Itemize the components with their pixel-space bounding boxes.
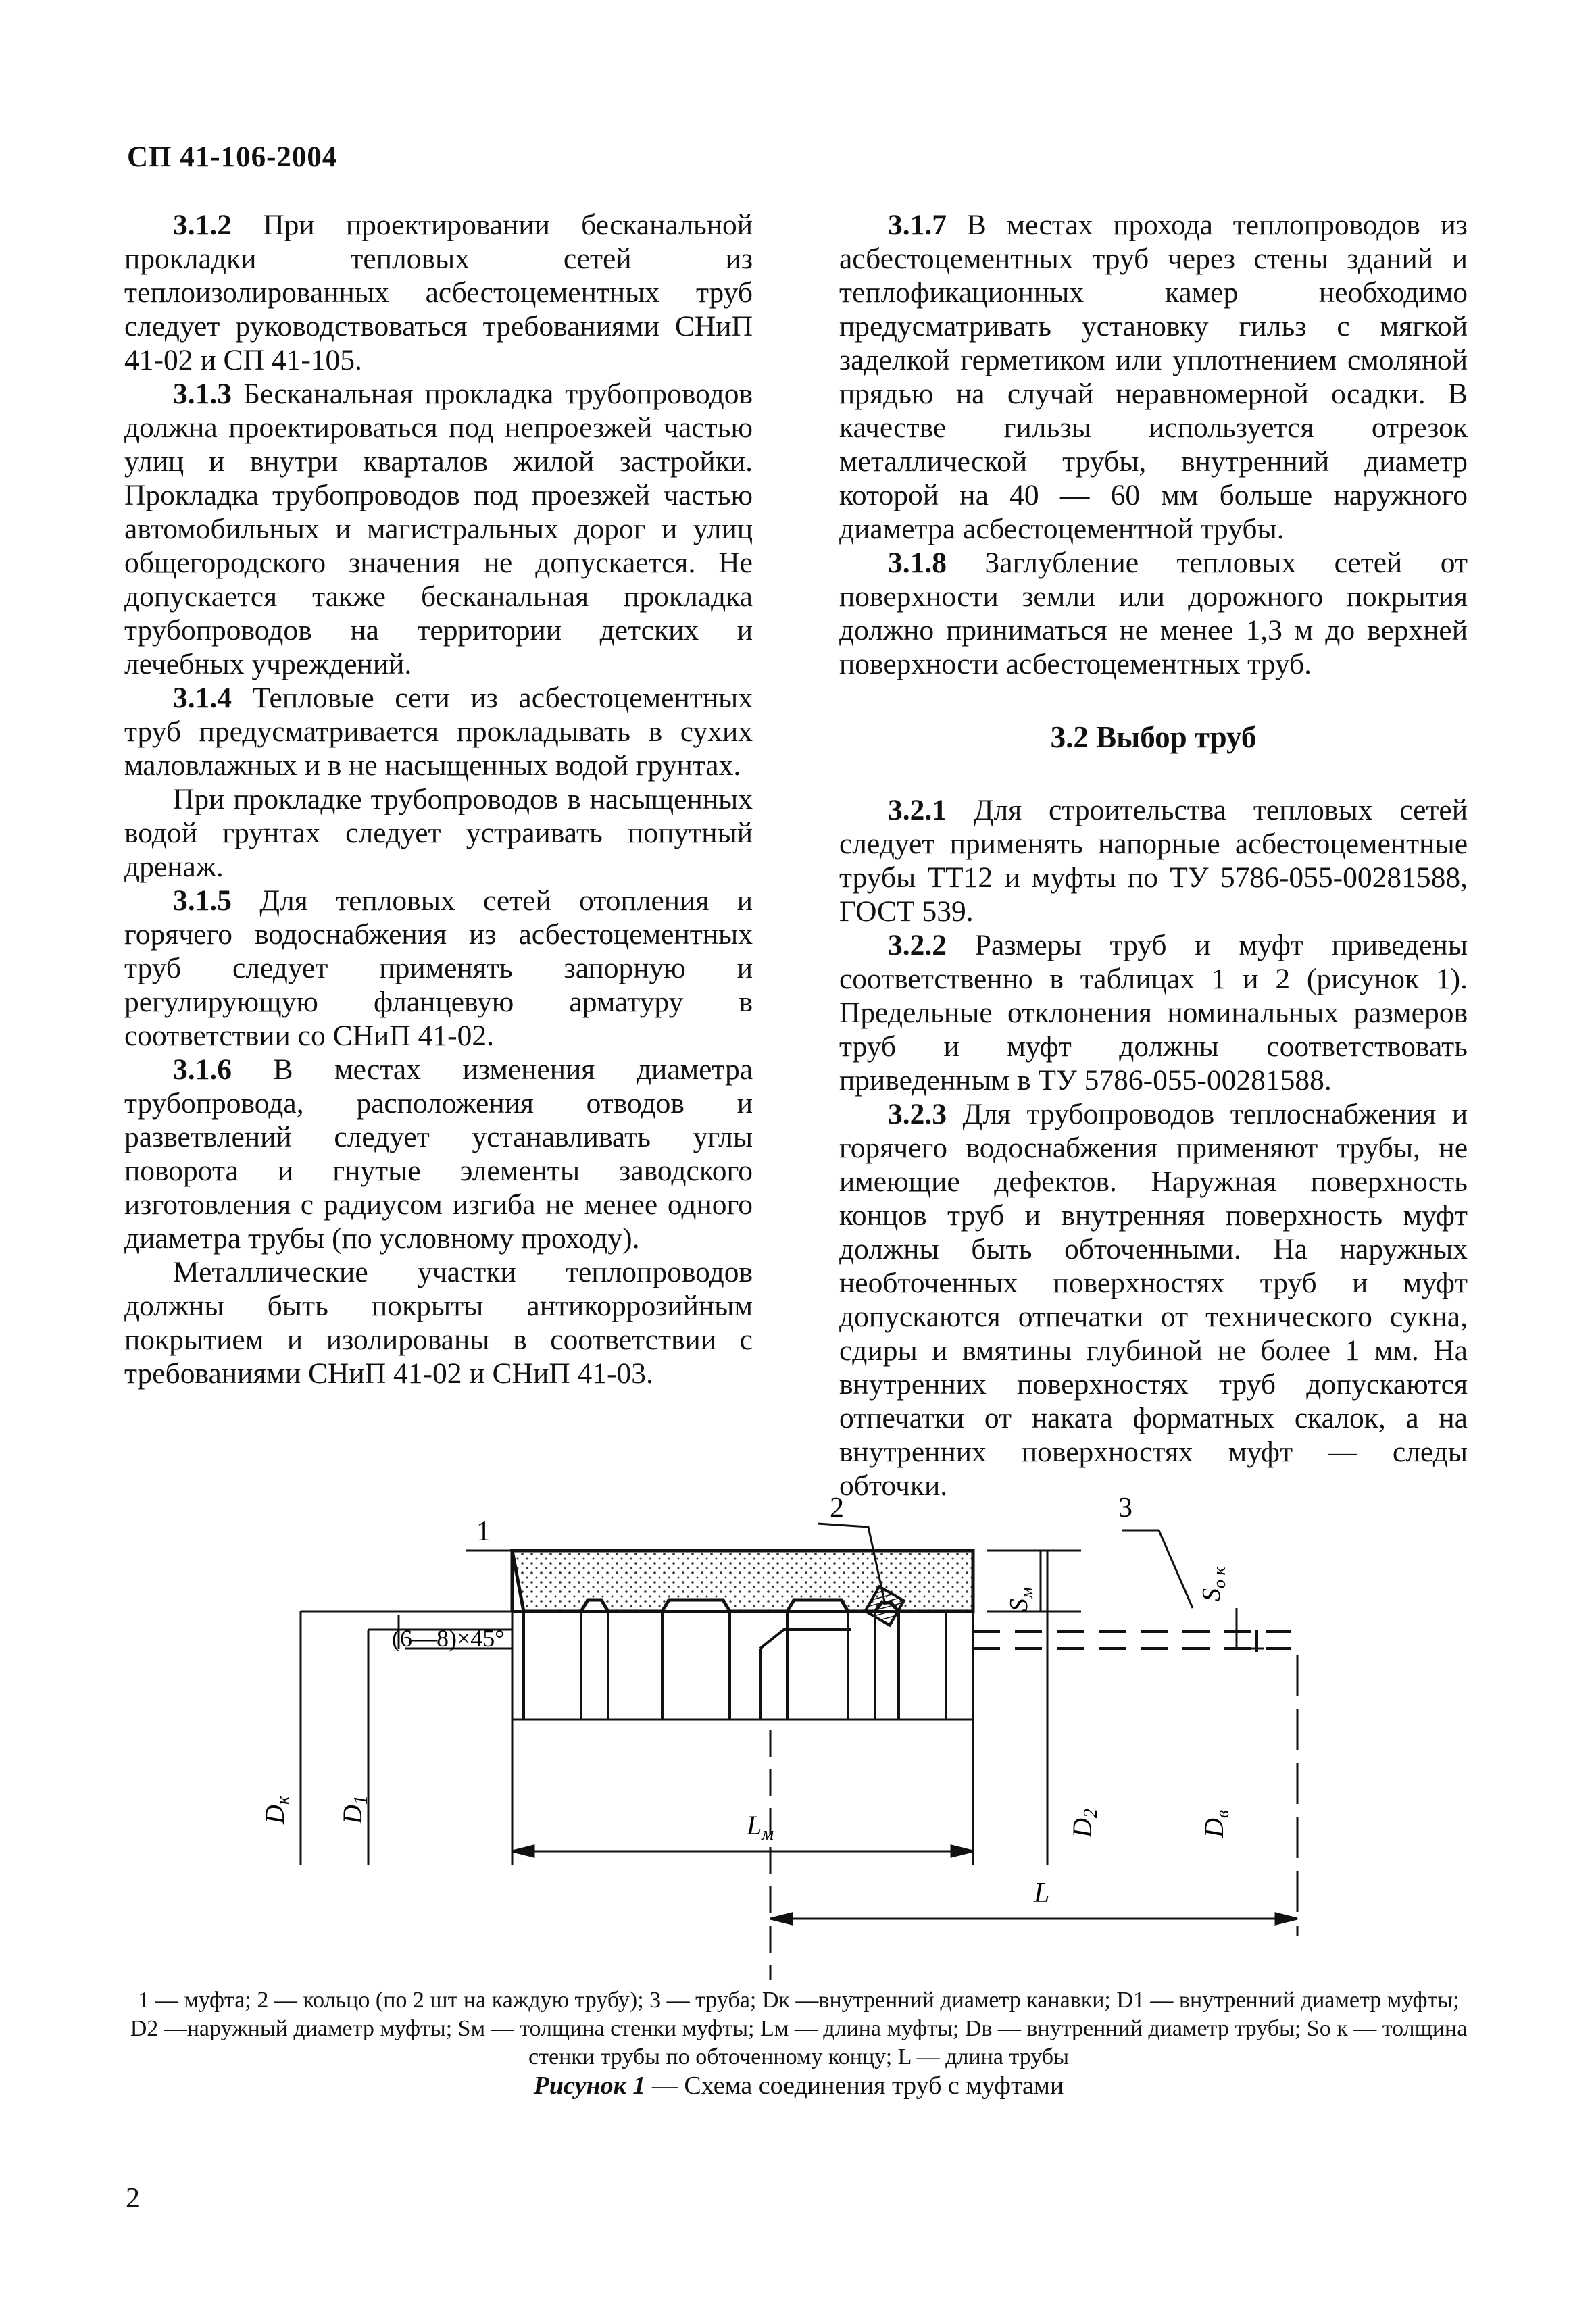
label-dv [1199, 1810, 1233, 1838]
label-sm [1005, 1587, 1037, 1611]
callout-2: 2 [830, 1492, 844, 1524]
label-l: L [1034, 1878, 1050, 1909]
paragraph-3-1-5: 3.1.5 Для тепловых сетей отопления и горячего водоснабжения из асбестоцементных труб следует применять запорную и регулирующую фланцевую арматуру в соответствии со СНиП 41-02. [124, 884, 753, 1052]
label-sok [1197, 1567, 1229, 1602]
paragraph-3-1-6: 3.1.6 В местах изменения диаметра трубопровода, расположения отводов и разветвлений следует устанавливать углы поворота и гнутые элементы заводского изготовления с радиусом изгиба не менее одного диаметра трубы (по условному проходу). [124, 1053, 753, 1255]
svg-text:Sм: $S_м$ [1005, 1587, 1037, 1611]
paragraph-drainage: При прокладке трубопроводов в насыщенных водой грунтах следует устраивать попутный дренаж. [124, 783, 753, 883]
paragraph-3-1-2: 3.1.2 При проектировании бесканальной прокладки тепловых сетей из теплоизолированных асбестоцементных труб следует руководствоваться требованиями СНиП 41-02 и СП 41-105. [124, 209, 753, 376]
dimension-lines [301, 1551, 1297, 1980]
svg-text:Lм: $L_м$ [747, 1810, 774, 1844]
paragraph-3-1-4: 3.1.4 Тепловые сети из асбестоцементных труб предусматривается прокладывать в сухих маловлажных и в не насыщенных водой грунтах. [124, 682, 753, 782]
paragraph-3-1-3: 3.1.3 Бесканальная прокладка трубопроводов должна проектироваться под непроезжей частью улиц и внутри кварталов жилой застройки. Прокладка трубопроводов под проезжей частью автомобильных и магистральных дорог и улиц общегородского значения не допускается. Не допускается также бесканальная прокладка трубопроводов на территории детских и лечебных учреждений. [124, 378, 753, 680]
label-dk [259, 1795, 294, 1825]
figure-title: Рисунок 1 — Схема соединения труб с муфтами [533, 2071, 1064, 2100]
coupling-grooves [512, 1611, 973, 1719]
paragraph-metal-sections: Металлические участки теплопроводов должны быть покрыты антикоррозийным покрытием и изолированы в соответствии с требованиями СНиП 41-02 и СНиП 41-03. [124, 1256, 753, 1390]
section-title: 3.2 Выбор труб [1050, 720, 1257, 754]
paragraph-3-1-7: 3.1.7 В местах прохода теплопроводов из асбестоцементных труб через стены зданий и теплофикационных камер необходимо предусматривать установку гильз с мягкой заделкой герметиком или уплотнением смоляной прядью на случай неравномерной осадки. В качестве гильзы используется отрезок металлической трубы, внутренний диаметр которой на 40 — 60 мм больше наружного диаметра асбестоцементной трубы. [839, 209, 1468, 545]
paragraph-3-2-1: 3.2.1 Для строительства тепловых сетей следует применять напорные асбестоцементные трубы ТТ12 и муфты по ТУ 5786-055-00281588, ГОСТ 539. [839, 794, 1468, 928]
label-d1 [337, 1795, 372, 1825]
svg-text:Dк: $D_к$ [259, 1796, 294, 1824]
svg-text:Dв: $D_в$ [1199, 1809, 1233, 1838]
callout-1: 1 [476, 1516, 491, 1547]
chamfer-label: (6—8)×45° [392, 1625, 505, 1652]
svg-text:D2: $D_2$ [1067, 1809, 1101, 1838]
paragraph-3-1-8: 3.1.8 Заглубление тепловых сетей от поверхности земли или дорожного покрытия должно приниматься не менее 1,3 м до верхней поверхности асбестоцементных труб. [839, 547, 1468, 680]
document-code: СП 41-106-2004 [127, 141, 338, 173]
pipe-end [760, 1630, 1291, 1719]
figure-caption: 1 — муфта; 2 — кольцо (по 2 шт на каждую трубу); 3 — труба; Dк —внутренний диаметр канавки; D1 — внутренний диаметр муфты; D2 —наружный диаметр муфты; Sм — толщина стенки муфты; Lм — длина муфты; Dв — внутренний диаметр трубы; Sо к — толщина стенки трубы по обточенному концу; L — длина трубы [130, 1988, 1468, 2069]
svg-text:D1: $D_1$ [337, 1795, 372, 1824]
page-number: 2 [126, 2183, 140, 2214]
callout-3: 3 [1118, 1492, 1132, 1524]
paragraph-3-2-3: 3.2.3 Для трубопроводов теплоснабжения и горячего водоснабжения применяют трубы, не имеющие дефектов. Наружная поверхность концов труб и внутренняя поверхность муфт должны быть обточенными. На наружных необточенных поверхностях труб и муфт допускаются отпечатки от технического сукна, сдиры и вмятины глубиной не более 1 мм. На внутренних поверхностях труб допускаются отпечатки от наката форматных скалок, а на внутренних поверхностях муфт — следы обточки. [839, 1098, 1468, 1502]
label-d2 [1067, 1809, 1101, 1838]
paragraph-3-2-2: 3.2.2 Размеры труб и муфт приведены соответственно в таблицах 1 и 2 (рисунок 1). Предельные отклонения номинальных размеров труб и муфт должны соответствовать приведенным в ТУ 5786-055-00281588. [839, 929, 1468, 1097]
svg-text:Sо к: $S_{о к}$ [1197, 1567, 1229, 1601]
